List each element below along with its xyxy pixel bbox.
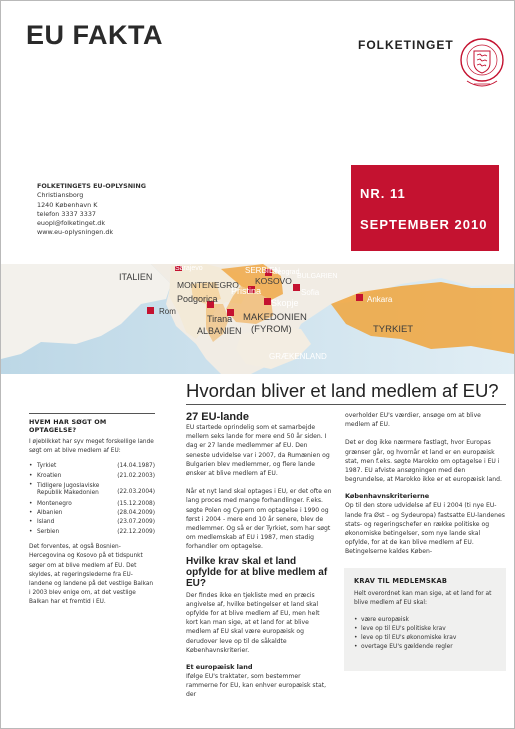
skopje-marker	[264, 298, 271, 305]
contact-line: Christiansborg	[37, 191, 84, 200]
sidebar-outro: Det forventes, at også Bosnien-Hercegovina og Kosovo på et tidspunkt søger om at blive medlem af EU. Det skyldes, at regeringslederne fra EU-landene og landene på det vestlige Balkan i 2003 blev enige om, at det vestlige Balkan har et fremtid i EU.	[29, 544, 154, 606]
map-label: Podgorica	[177, 294, 218, 304]
list-item	[29, 472, 155, 481]
contact-website[interactable]: www.eu-oplysningen.dk	[37, 228, 114, 237]
sidebar-heading: HVEM HAR SØGT OM OPTAGELSE?	[29, 418, 107, 434]
paragraph: Der findes ikke en tjekliste med en præcis angivelse af, hvilke betingelser et land skal opfylde for at blive medlem af EU, men helt kort kan man sige, at et land for at blive medlem af EU skal være europæisk og derudover leve op til de såkaldte Københavnskriterier.	[186, 591, 320, 654]
map-label: Pristina	[231, 286, 262, 296]
contact-heading: FOLKETINGETS EU-OPLYSNING	[37, 182, 147, 190]
requirements-list	[354, 616, 456, 652]
map-label: Ankara	[367, 295, 393, 304]
article-column-1	[186, 411, 333, 700]
map-label: KOSOVO	[255, 276, 292, 286]
contact-block	[37, 182, 146, 238]
map-label: Tirana	[207, 314, 233, 324]
applicant-date: (28.04.2009)	[117, 510, 155, 517]
page-title: Hvordan bliver et land medlem af EU?	[186, 380, 499, 401]
applicant-date: (14.04.1987)	[117, 463, 155, 470]
section-heading: Hvilke krav skal et land opfylde for at blive medlem af EU?	[186, 555, 328, 589]
list-item	[29, 462, 155, 471]
map-label: ALBANIEN	[197, 326, 242, 336]
map-label: SERBIEN	[245, 266, 281, 275]
balkan-map	[1, 264, 514, 374]
list-item	[29, 500, 155, 509]
map-label: BULGARIEN	[297, 273, 338, 280]
map-label: TYRKIET	[373, 324, 414, 335]
subsection-heading: Et europæisk land	[186, 663, 253, 672]
subsection-heading: Københavnskriterierne	[345, 492, 430, 501]
sidebar-divider	[29, 413, 155, 414]
sofia-marker	[293, 284, 300, 291]
map-label: ITALIEN	[119, 272, 153, 282]
list-item: • leve op til EU's politiske krav	[354, 625, 456, 634]
applicant-list	[29, 462, 155, 537]
org-name: FOLKETINGET	[358, 38, 454, 52]
applicant-country: • Tidligere Jugoslaviske Republik Makedonien	[37, 483, 100, 497]
applicant-date: (23.07.2009)	[117, 519, 155, 526]
article-column-2	[345, 411, 505, 557]
list-item: • overtage EU's gældende regler	[354, 643, 456, 652]
map-label: Rom	[159, 307, 176, 316]
map-label: Skopje	[271, 298, 299, 308]
applicant-country: • Serbien	[37, 528, 60, 535]
map-label: GRÆKENLAND	[269, 352, 327, 361]
paragraph: Når et nyt land skal optages i EU, er det ofte en lang proces med mange forhandlinger. F.eks. søgte Polen og Cypern om optagelse i 1990 og først i 2004 - mere end 10 år senere, blev de medlemmer. Og så er der Tyrkiet, som har søgt om medlemskab af EU i 1987, men stadig forhandler om optagelse.	[186, 488, 332, 551]
rom-marker	[147, 307, 154, 314]
applicant-country: • Montenegro	[37, 500, 72, 507]
issue-box	[351, 165, 499, 251]
list-item	[29, 509, 155, 518]
issue-number: NR. 11	[360, 186, 406, 201]
requirements-box	[344, 568, 506, 671]
map-label: Sarajevo	[175, 265, 203, 272]
map-label: MONTENEGRO	[177, 280, 239, 290]
list-item	[29, 481, 155, 499]
map-label: Sofia	[301, 288, 320, 297]
contact-line: 1240 København K	[37, 200, 98, 209]
map-label: Beograd	[273, 269, 300, 276]
issue-date: SEPTEMBER 2010	[360, 217, 488, 232]
brand-title: EU FAKTA	[26, 20, 163, 50]
contact-line: telefon 3337 3337	[37, 209, 96, 218]
applicant-date: (21.02.2003)	[117, 472, 155, 479]
applicants-sidebar	[29, 413, 155, 608]
applicant-country: • Albanien	[37, 510, 63, 517]
contact-email[interactable]: euopl@folketinget.dk	[37, 219, 106, 228]
sidebar-intro: I øjeblikket har syv meget forskellige lande søgt om at blive medlem af EU:	[29, 439, 154, 455]
section-heading: 27 EU-lande	[186, 411, 249, 423]
ankara-marker	[356, 294, 363, 301]
applicant-country: • Kroatien	[37, 472, 62, 479]
applicant-date: (22.03.2004)	[117, 489, 155, 496]
paragraph: Det er dog ikke nærmere fastlagt, hvor Europas grænser går, og hvornår et land er en europæisk stat, men f.eks. søgte Marokko om optagelse i EU i 1987. EU afviste ansøgningen med den begrundelse, at Marokko ikke er et europæisk land.	[345, 439, 502, 484]
box-heading: KRAV TIL MEDLEMSKAB	[354, 577, 448, 585]
box-intro: Helt overordnet kan man sige, at et land for at blive medlem af EU skal:	[354, 591, 492, 606]
paragraph: Ifølge EU's traktater, som bestemmer rammerne for EU, kan enhver europæisk stat, der	[186, 673, 327, 699]
list-item	[29, 528, 155, 537]
applicant-country: • Tyrkiet	[37, 463, 57, 470]
list-item: • leve op til EU's økonomiske krav	[354, 634, 456, 643]
title-divider	[186, 404, 506, 405]
map-label: (FYROM)	[251, 324, 292, 335]
list-item	[29, 518, 155, 527]
folketinget-logo	[459, 37, 505, 93]
paragraph: overholder EU's værdier, ansøge om at blive medlem af EU.	[345, 412, 481, 429]
applicant-date: (15.12.2008)	[117, 500, 155, 507]
applicant-country: • Island	[37, 519, 55, 526]
map-label: MAKEDONIEN	[243, 312, 307, 323]
paragraph: EU startede oprindelig som et samarbejde mellem seks lande for mere end 50 år siden. I dag er 27 lande medlemmer af EU. Den seneste udvidelse var i 2007, da Rumænien og Bulgarien blev medlemmer, og flere lande ønsker at blive medlem af EU.	[186, 424, 330, 478]
paragraph: Op til den store udvidelse af EU i 2004 (ti nye EU-lande fra Øst – og Sydeuropa) fastsatte EU-landenes stats- og regeringschefer en række politiske og økonomiske betingelser, som nye lande skal opfylde, for at de kan blive medlem af EU. Betingelserne kaldes Køben-	[345, 502, 505, 556]
applicant-date: (22.12.2009)	[117, 528, 155, 535]
list-item: • være europæisk	[354, 616, 456, 625]
